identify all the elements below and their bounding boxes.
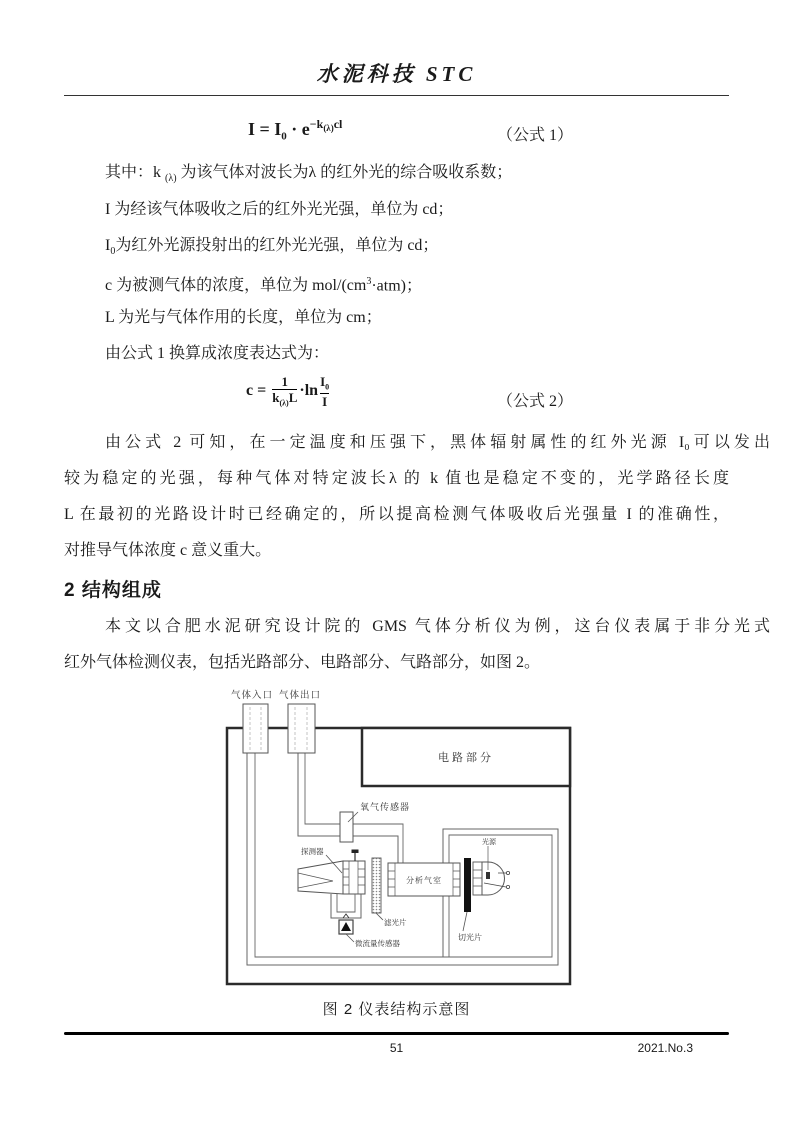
def-line-4 (64, 271, 729, 297)
filter-label: 滤光片 (384, 918, 407, 927)
journal-title: 水泥科技 STC (316, 62, 477, 86)
def-l3-post: 为红外光源投射出的红外光光强，单位为 cd； (115, 237, 439, 254)
detector-label: 探测器 (301, 847, 324, 856)
def-l3-sub: 0 (110, 246, 116, 258)
paragraph1-line1: 由公式 2 可知，在一定温度和压强下，黑体辐射属性的红外光源 I₀可以发出 (105, 434, 770, 451)
formula-2-tag: （公式 2） (497, 393, 574, 410)
f2-num2: I (320, 374, 326, 389)
f2-den-sub: (λ) (279, 398, 289, 408)
def-line-2: I 为经该气体吸收之后的红外光光强，单位为 cd； (105, 201, 454, 218)
section2-line2: 红外气体检测仪表，包括光路部分、电路部分、气路部分，如图 2。 (64, 654, 541, 671)
oxygen-sensor-shape (340, 812, 353, 842)
f2-den-l: L (288, 390, 298, 406)
issue-number: 2021.No.3 (637, 1041, 693, 1055)
f2-mid: ·ln (299, 382, 319, 400)
detector-body (343, 861, 365, 894)
gas-inlet-port (243, 704, 268, 753)
detector-stem-cap (352, 850, 359, 854)
section-heading: 2 结构组成 (64, 580, 162, 601)
def-l1-pre: 其中：k (105, 164, 166, 181)
f1-sub0: 0 (281, 130, 287, 143)
section2-line1: 本文以合肥水泥研究设计院的 GMS 气体分析仪为例，这台仪表属于非分光式 (105, 618, 770, 635)
def-l4-sup: 3 (366, 276, 372, 287)
footer-rule (64, 1032, 729, 1035)
def-line-1 (64, 162, 729, 190)
def-l1-sub: (λ) (165, 173, 177, 185)
f2-num: 1 (281, 374, 289, 389)
page-number: 51 (389, 1041, 404, 1055)
header-rule (64, 95, 729, 96)
def-l4-post: ·atm)； (371, 277, 422, 295)
f2-frac2 (320, 375, 329, 408)
figure-2-diagram (222, 686, 584, 986)
f2-den-k: k (272, 390, 280, 406)
f1-exp-cl: cl (333, 117, 343, 131)
paragraph1-line3: L 在最初的光路设计时已经确定的，所以提高检测气体吸收后光强量 I 的准确性， (64, 506, 729, 523)
def-line-5: L 为光与气体作用的长度，单位为 cm； (105, 309, 382, 326)
def-line-6: 由公式 1 换算成浓度表达式为： (105, 345, 330, 362)
gas-inlet-label: 气体入口 (231, 690, 274, 701)
filter-strip (372, 858, 381, 913)
f2-frac1 (272, 375, 297, 408)
circuit-section-label: 电路部分 (438, 752, 494, 764)
f1-exp-k: −k (309, 117, 324, 131)
paragraph1-line4: 对推导气体浓度 c 意义重大。 (64, 542, 272, 559)
f1-lhs: I = I (248, 119, 282, 139)
analysis-chamber-label: 分析气室 (406, 876, 442, 885)
f2-num2-sub: 0 (325, 382, 330, 392)
f1-cdot: · (286, 119, 302, 139)
def-line-3 (64, 235, 729, 263)
light-source-label: 光源 (482, 839, 496, 846)
f2-den2: I (322, 393, 328, 409)
gas-outlet-port (288, 704, 315, 753)
f1-e: e (301, 119, 310, 139)
paragraph1-line2: 较为稳定的光强，每种气体对特定波长λ 的 k 值也是稳定不变的，光学路径长度 (64, 470, 729, 487)
def-l3-pre: I (105, 237, 111, 254)
formula-1 (248, 117, 342, 143)
formula-2 (246, 375, 331, 408)
light-source-filament (486, 872, 490, 879)
f1-exp-sub: (λ) (323, 123, 334, 133)
chopper-bar (464, 858, 471, 912)
def-l4-pre: c 为被测气体的浓度，单位为 mol/(cm (105, 277, 367, 295)
gas-outlet-label: 气体出口 (279, 690, 322, 701)
light-source-cap (473, 862, 482, 895)
def-l1-post: 为该气体对波长为λ 的红外光的综合吸收系数； (176, 164, 513, 181)
micro-flow-sensor-label: 微流量传感器 (355, 939, 400, 948)
formula-1-tag: （公式 1） (497, 127, 574, 144)
oxygen-sensor-label: 氧气传感器 (360, 802, 411, 812)
f2-lhs: c = (246, 382, 271, 400)
chopper-label: 切光片 (458, 933, 482, 942)
figure-caption: 图 2 仪表结构示意图 (322, 1001, 471, 1018)
